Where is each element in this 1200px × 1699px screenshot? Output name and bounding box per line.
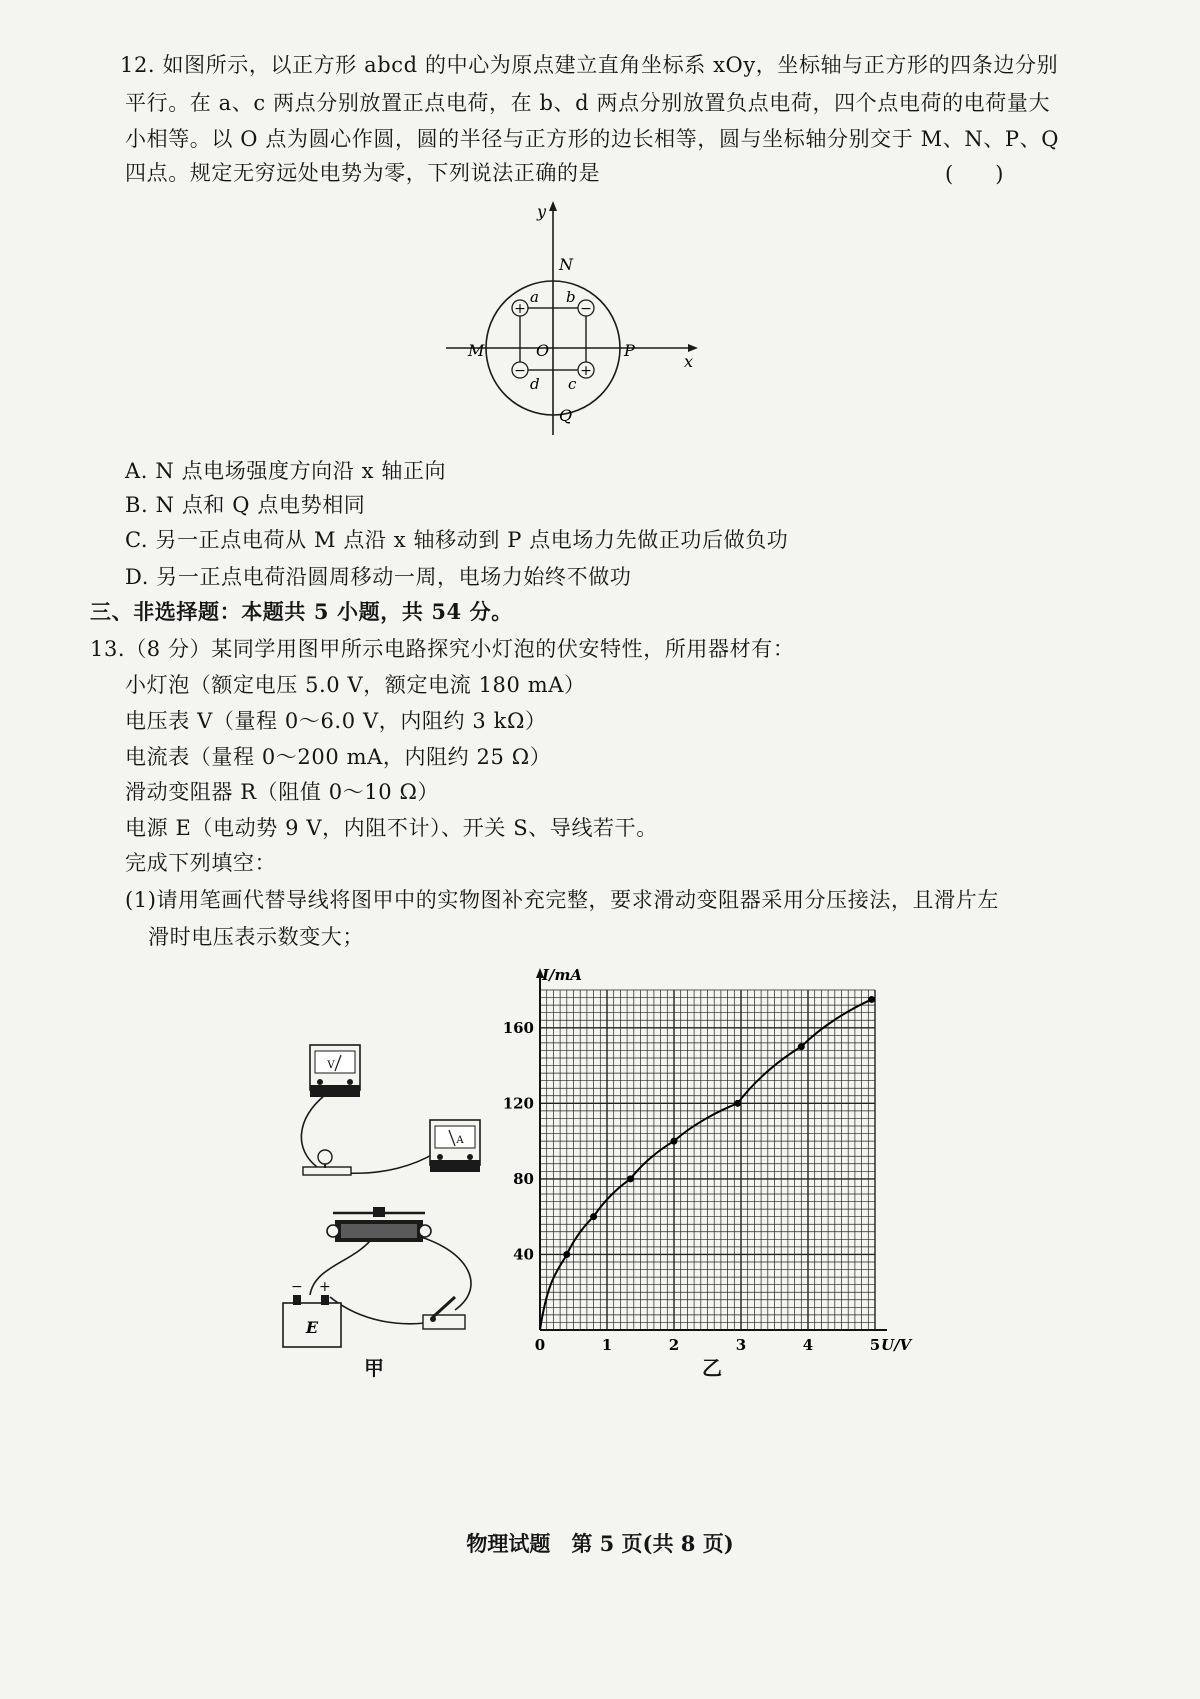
- y-tick-label: 80: [513, 1169, 534, 1188]
- ammeter-icon: [430, 1120, 480, 1172]
- option-c: C. 另一正点电荷从 M 点沿 x 轴移动到 P 点电场力先做正功后做负功: [125, 528, 789, 552]
- svg-text:−: −: [580, 301, 592, 317]
- charge-a: [512, 300, 528, 317]
- charge-d: [512, 362, 528, 379]
- q13-line-1: 13.（8 分）某同学用图甲所示电路探究小灯泡的伏安特性，所用器材有：: [90, 637, 795, 661]
- label-N: N: [559, 255, 573, 274]
- charge-c: [578, 362, 594, 379]
- q13-line-3: 电压表 V（量程 0～6.0 V，内阻约 3 kΩ）: [125, 709, 547, 733]
- q12-charge-figure: [440, 195, 720, 445]
- lamp-icon: [303, 1150, 351, 1175]
- option-b: B. N 点和 Q 点电势相同: [125, 493, 366, 517]
- chart-caption-yi: 乙: [702, 1356, 722, 1380]
- q12-line-1: 12. 如图所示，以正方形 abcd 的中心为原点建立直角坐标系 xOy，坐标轴与正方形的四条边分别: [120, 53, 1059, 77]
- data-point: [671, 1138, 678, 1145]
- data-point: [590, 1213, 597, 1220]
- label-a: a: [530, 288, 539, 306]
- y-tick-label: 160: [502, 1018, 534, 1037]
- x-tick-label: 1: [601, 1336, 613, 1354]
- iv-curve: [540, 999, 872, 1330]
- label-y: y: [537, 202, 547, 221]
- y-tick-label: 120: [502, 1094, 534, 1113]
- svg-text:V: V: [327, 1060, 335, 1071]
- label-M: M: [468, 341, 485, 360]
- data-point: [627, 1175, 634, 1182]
- wire-rheostat-switch: [405, 1233, 471, 1310]
- label-d: d: [530, 375, 540, 393]
- x-tick-label: 0: [534, 1336, 546, 1354]
- x-tick-label: 4: [802, 1336, 814, 1354]
- svg-text:−: −: [514, 363, 526, 379]
- rheostat-icon: [327, 1207, 431, 1242]
- q13-line-7: 完成下列填空：: [125, 851, 277, 875]
- label-O: O: [536, 341, 550, 360]
- label-Q: Q: [559, 406, 573, 425]
- y-axis-label: I/mA: [542, 966, 583, 984]
- label-P: P: [624, 341, 635, 360]
- q13-line-6: 电源 E（电动势 9 V，内阻不计）、开关 S、导线若干。: [125, 816, 658, 840]
- label-b: b: [566, 288, 576, 306]
- svg-text:E: E: [305, 1318, 319, 1337]
- svg-text:A: A: [456, 1135, 464, 1146]
- x-axis-label: U/V: [881, 1336, 912, 1354]
- q13-line-2: 小灯泡（额定电压 5.0 V，额定电流 180 mA）: [125, 673, 586, 697]
- q13-line-8: (1)请用笔画代替导线将图甲中的实物图补充完整，要求滑动变阻器采用分压接法，且滑片左: [125, 888, 999, 912]
- circuit-apparatus-figure: [255, 1025, 515, 1365]
- y-axis-arrow-icon: [549, 201, 557, 211]
- data-point: [734, 1100, 741, 1107]
- page-footer: 物理试题 第 5 页(共 8 页): [466, 1531, 734, 1556]
- svg-text:+: +: [580, 363, 592, 379]
- svg-text:+: +: [514, 301, 526, 317]
- svg-text:+: +: [319, 1279, 331, 1295]
- q12-line-2: 平行。在 a、c 两点分别放置正点电荷，在 b、d 两点分别放置负点电荷，四个点电荷的电荷量大: [125, 91, 1051, 115]
- iv-characteristic-chart: [502, 960, 912, 1354]
- label-x: x: [684, 352, 694, 371]
- x-tick-label: 2: [668, 1336, 680, 1354]
- data-point: [798, 1043, 805, 1050]
- x-tick-label: 3: [735, 1336, 747, 1354]
- figure-caption-jia: 甲: [364, 1356, 384, 1380]
- data-point: [868, 996, 875, 1003]
- y-tick-label: 40: [513, 1245, 534, 1264]
- charge-b: [578, 300, 594, 317]
- option-d: D. 另一正点电荷沿圆周移动一周，电场力始终不做功: [125, 565, 632, 589]
- voltmeter-icon: [310, 1045, 360, 1097]
- x-axis-arrow-icon: [688, 344, 698, 352]
- q13-line-9: 滑时电压表示数变大；: [148, 925, 364, 949]
- answer-paren: ( ): [945, 162, 1004, 186]
- q13-line-4: 电流表（量程 0～200 mA，内阻约 25 Ω）: [125, 745, 552, 769]
- option-a: A. N 点电场强度方向沿 x 轴正向: [125, 459, 447, 483]
- wire-lamp-ammeter: [345, 1153, 435, 1173]
- switch-icon: [423, 1297, 465, 1329]
- section-heading: 三、非选择题：本题共 5 小题，共 54 分。: [90, 599, 513, 624]
- wire-battery-switch: [330, 1297, 425, 1324]
- q12-line-4: 四点。规定无穷远处电势为零，下列说法正确的是: [125, 161, 601, 185]
- svg-text:−: −: [291, 1279, 303, 1295]
- q13-line-5: 滑动变阻器 R（阻值 0～10 Ω）: [125, 780, 440, 804]
- q12-line-3: 小相等。以 O 点为圆心作圆，圆的半径与正方形的边长相等，圆与坐标轴分别交于 M、N、P、Q: [125, 127, 1060, 151]
- x-tick-label: 5: [869, 1336, 881, 1354]
- label-c: c: [568, 375, 577, 393]
- data-point: [563, 1251, 570, 1258]
